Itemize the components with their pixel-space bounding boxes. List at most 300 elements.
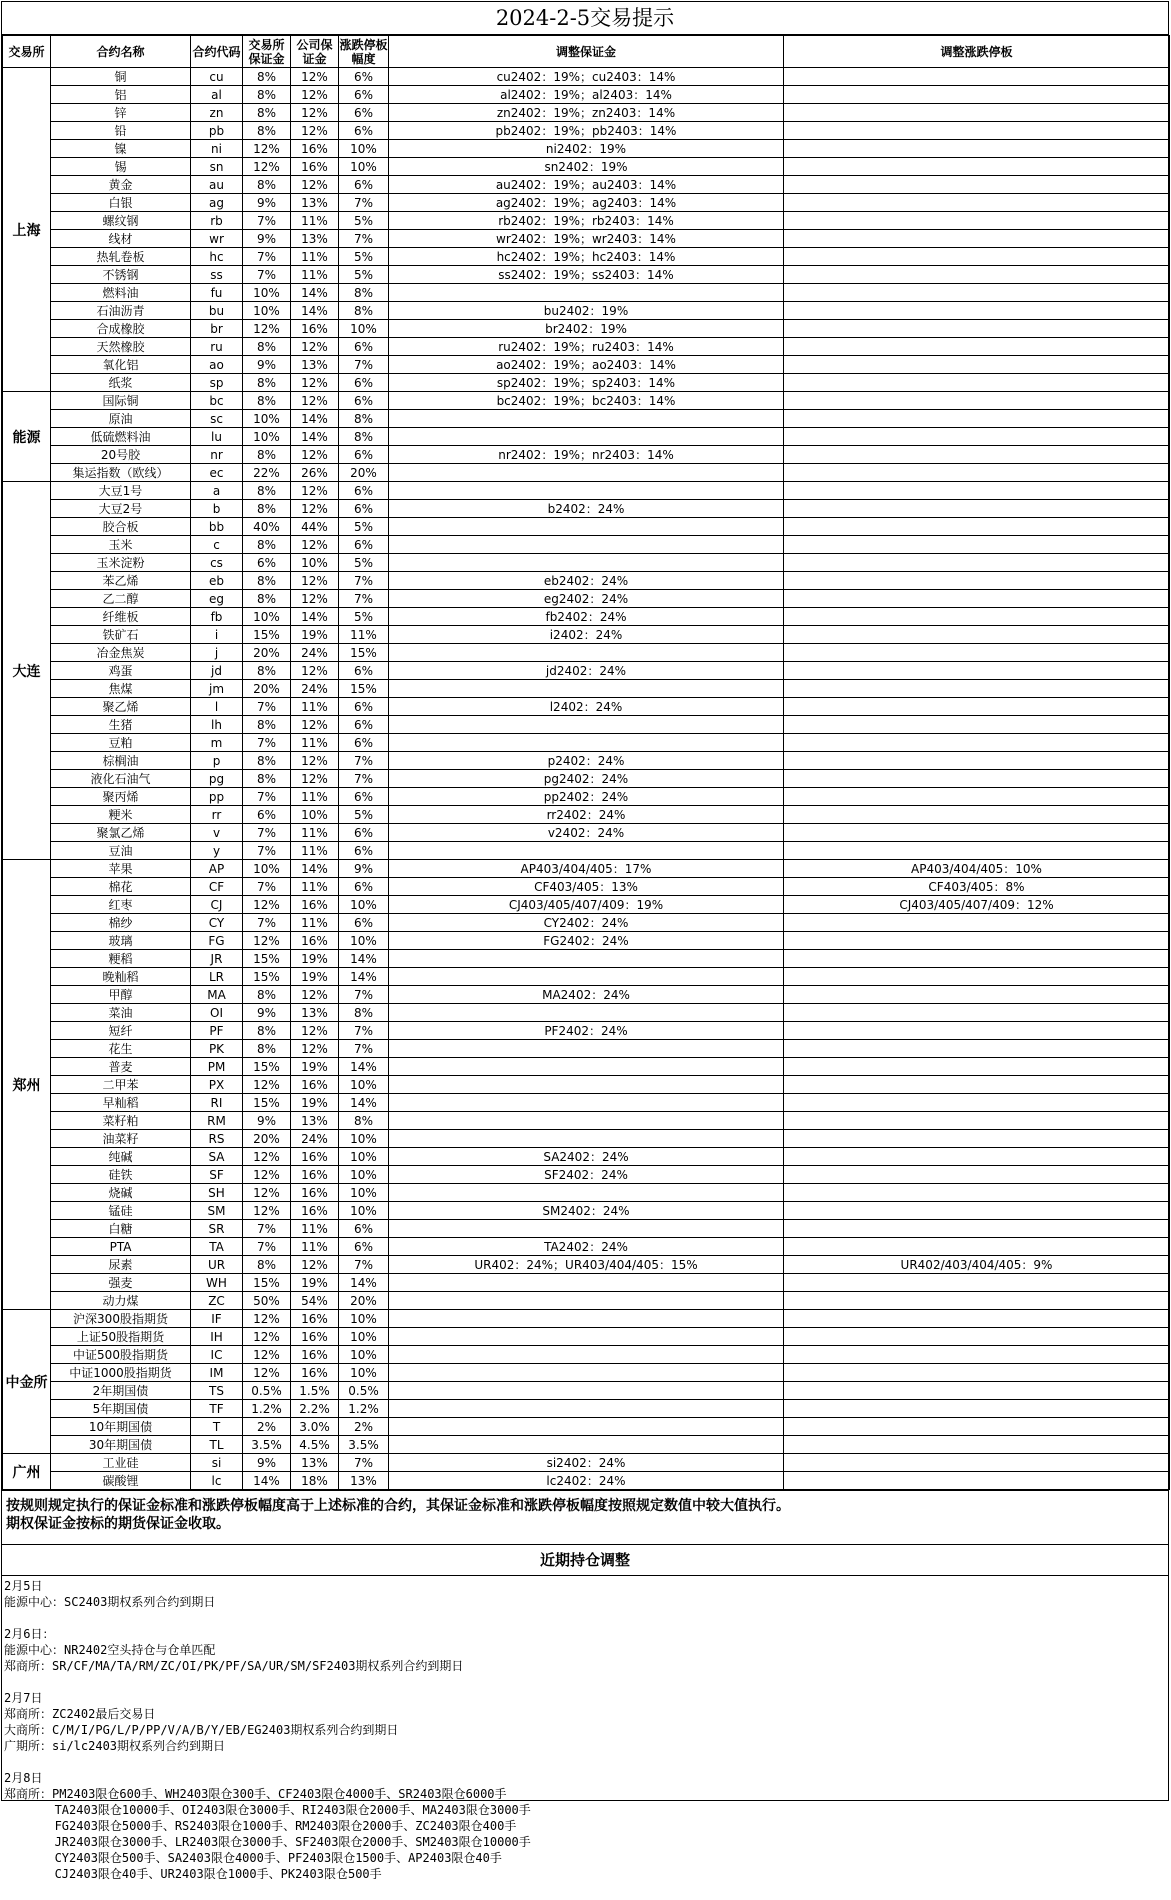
adjusted-limit-cell [784, 428, 1170, 446]
adjusted-margin-cell [389, 968, 784, 986]
table-row [3, 1436, 1170, 1454]
contract-code-cell: FG [191, 932, 243, 950]
adjusted-limit-cell [784, 1004, 1170, 1022]
contract-code-cell: rb [191, 212, 243, 230]
limit-cell: 6% [339, 734, 389, 752]
table-row [3, 680, 1170, 698]
limit-cell: 14% [339, 968, 389, 986]
company-margin-cell: 16% [291, 1148, 339, 1166]
adjusted-margin-cell: ao2402：19%；ao2403：14% [389, 356, 784, 374]
exchange-margin-cell: 12% [243, 1148, 291, 1166]
company-margin-cell: 12% [291, 1040, 339, 1058]
company-margin-cell: 11% [291, 914, 339, 932]
table-row [3, 1418, 1170, 1436]
table-row [3, 770, 1170, 788]
contract-code-cell: PK [191, 1040, 243, 1058]
exchange-margin-cell: 12% [243, 1166, 291, 1184]
contract-code-cell: ss [191, 266, 243, 284]
contract-name-cell: 豆油 [51, 842, 191, 860]
contract-name-cell: 原油 [51, 410, 191, 428]
exchange-margin-cell: 7% [243, 248, 291, 266]
adjusted-limit-cell [784, 788, 1170, 806]
exchange-margin-cell: 15% [243, 950, 291, 968]
table-row [3, 1328, 1170, 1346]
exchange-margin-cell: 10% [243, 860, 291, 878]
exchange-margin-cell: 8% [243, 590, 291, 608]
company-margin-cell: 13% [291, 1004, 339, 1022]
adjusted-limit-cell [784, 1418, 1170, 1436]
adjusted-limit-cell: CF403/405：8% [784, 878, 1170, 896]
company-margin-cell: 12% [291, 662, 339, 680]
contract-name-cell: 氧化铝 [51, 356, 191, 374]
table-row [3, 1472, 1170, 1490]
exchange-margin-cell: 8% [243, 572, 291, 590]
company-margin-cell: 13% [291, 1112, 339, 1130]
exchange-margin-cell: 15% [243, 626, 291, 644]
contract-name-cell: 聚氯乙烯 [51, 824, 191, 842]
contract-name-cell: 冶金焦炭 [51, 644, 191, 662]
contract-code-cell: TF [191, 1400, 243, 1418]
exchange-margin-cell: 22% [243, 464, 291, 482]
company-margin-cell: 19% [291, 626, 339, 644]
contract-code-cell: i [191, 626, 243, 644]
note-line: 按规则规定执行的保证金标准和涨跌停板幅度高于上述标准的合约，其保证金标准和涨跌停板幅度按照规定数值中较大值执行。 [6, 1498, 790, 1514]
adjusted-margin-cell: al2402：19%；al2403：14% [389, 86, 784, 104]
position-line: 郑商所：PM2403限仓600手、WH2403限仓300手、CF2403限仓4000手、SR2403限仓6000手 [4, 1787, 507, 1801]
limit-cell: 5% [339, 266, 389, 284]
adjusted-limit-cell [784, 1094, 1170, 1112]
contract-name-cell: 天然橡胶 [51, 338, 191, 356]
contract-code-cell: wr [191, 230, 243, 248]
adjusted-limit-cell [784, 1454, 1170, 1472]
adjusted-limit-cell [784, 446, 1170, 464]
limit-cell: 0.5% [339, 1382, 389, 1400]
contract-name-cell: PTA [51, 1238, 191, 1256]
table-row [3, 1310, 1170, 1328]
company-margin-cell: 12% [291, 86, 339, 104]
adjusted-margin-cell: sp2402：19%；sp2403：14% [389, 374, 784, 392]
table-row [3, 1004, 1170, 1022]
adjusted-margin-cell [389, 1112, 784, 1130]
exchange-margin-cell: 10% [243, 302, 291, 320]
adjusted-margin-cell: ag2402：19%；ag2403：14% [389, 194, 784, 212]
adjusted-limit-cell [784, 1058, 1170, 1076]
adjusted-limit-cell: UR402/403/404/405：9% [784, 1256, 1170, 1274]
exchange-margin-cell: 8% [243, 86, 291, 104]
table-row [3, 932, 1170, 950]
contract-code-cell: au [191, 176, 243, 194]
company-margin-cell: 12% [291, 338, 339, 356]
margin-table [2, 35, 1170, 1490]
adjusted-limit-cell [784, 1400, 1170, 1418]
adjusted-limit-cell [784, 302, 1170, 320]
adjusted-limit-cell [784, 1328, 1170, 1346]
adjusted-limit-cell [784, 734, 1170, 752]
contract-code-cell: CY [191, 914, 243, 932]
company-margin-cell: 11% [291, 266, 339, 284]
table-row [3, 824, 1170, 842]
limit-cell: 6% [339, 842, 389, 860]
table-row [3, 1040, 1170, 1058]
contract-code-cell: SR [191, 1220, 243, 1238]
company-margin-cell: 12% [291, 770, 339, 788]
company-margin-cell: 19% [291, 1274, 339, 1292]
adjusted-limit-cell [784, 410, 1170, 428]
limit-cell: 6% [339, 86, 389, 104]
adjusted-margin-cell: TA2402：24% [389, 1238, 784, 1256]
adjusted-limit-cell [784, 1310, 1170, 1328]
contract-code-cell: IH [191, 1328, 243, 1346]
contract-name-cell: 棉纱 [51, 914, 191, 932]
table-row [3, 968, 1170, 986]
limit-cell: 6% [339, 104, 389, 122]
contract-code-cell: ag [191, 194, 243, 212]
contract-name-cell: 豆粕 [51, 734, 191, 752]
adjusted-limit-cell [784, 176, 1170, 194]
position-block [4, 1690, 1166, 1754]
exchange-margin-cell: 8% [243, 536, 291, 554]
company-margin-cell: 12% [291, 572, 339, 590]
limit-cell: 6% [339, 824, 389, 842]
exchange-margin-cell: 9% [243, 1004, 291, 1022]
contract-name-cell: 燃料油 [51, 284, 191, 302]
table-row [3, 86, 1170, 104]
contract-code-cell: AP [191, 860, 243, 878]
company-margin-cell: 16% [291, 932, 339, 950]
contract-name-cell: 锡 [51, 158, 191, 176]
contract-code-cell: eb [191, 572, 243, 590]
contract-code-cell: WH [191, 1274, 243, 1292]
company-margin-cell: 13% [291, 356, 339, 374]
contract-name-cell: 尿素 [51, 1256, 191, 1274]
contract-name-cell: 粳稻 [51, 950, 191, 968]
table-row [3, 806, 1170, 824]
contract-name-cell: 石油沥青 [51, 302, 191, 320]
company-margin-cell: 16% [291, 1328, 339, 1346]
contract-name-cell: 锰硅 [51, 1202, 191, 1220]
limit-cell: 15% [339, 644, 389, 662]
exchange-margin-cell: 10% [243, 284, 291, 302]
contract-name-cell: 焦煤 [51, 680, 191, 698]
company-margin-cell: 12% [291, 752, 339, 770]
adjusted-margin-cell: nr2402：19%；nr2403：14% [389, 446, 784, 464]
header-adjusted-margin: 调整保证金 [389, 36, 784, 68]
adjusted-margin-cell: bc2402：19%；bc2403：14% [389, 392, 784, 410]
header-adjusted-limit: 调整涨跌停板 [784, 36, 1170, 68]
limit-cell: 7% [339, 1256, 389, 1274]
limit-cell: 6% [339, 1238, 389, 1256]
contract-code-cell: lc [191, 1472, 243, 1490]
company-margin-cell: 12% [291, 1022, 339, 1040]
contract-code-cell: pg [191, 770, 243, 788]
adjusted-limit-cell [784, 1148, 1170, 1166]
page-title: 2024-2-5交易提示 [2, 2, 1168, 35]
exchange-margin-cell: 15% [243, 1094, 291, 1112]
exchange-margin-cell: 8% [243, 770, 291, 788]
table-row [3, 1454, 1170, 1472]
contract-name-cell: 聚乙烯 [51, 698, 191, 716]
exchange-margin-cell: 9% [243, 1112, 291, 1130]
limit-cell: 6% [339, 716, 389, 734]
adjusted-limit-cell [784, 230, 1170, 248]
contract-name-cell: 2年期国债 [51, 1382, 191, 1400]
contract-name-cell: 聚丙烯 [51, 788, 191, 806]
adjusted-margin-cell: p2402：24% [389, 752, 784, 770]
adjusted-limit-cell [784, 968, 1170, 986]
company-margin-cell: 16% [291, 1346, 339, 1364]
adjusted-margin-cell [389, 1076, 784, 1094]
contract-code-cell: ec [191, 464, 243, 482]
adjusted-limit-cell [784, 536, 1170, 554]
position-block [4, 1770, 1166, 1882]
table-row [3, 68, 1170, 86]
adjusted-limit-cell [784, 590, 1170, 608]
adjusted-margin-cell [389, 1328, 784, 1346]
adjusted-limit-cell [784, 950, 1170, 968]
table-row [3, 716, 1170, 734]
adjusted-limit-cell [784, 1076, 1170, 1094]
contract-name-cell: 硅铁 [51, 1166, 191, 1184]
adjusted-margin-cell [389, 1040, 784, 1058]
contract-name-cell: 5年期国债 [51, 1400, 191, 1418]
exchange-cell: 中金所 [3, 1310, 51, 1454]
exchange-margin-cell: 8% [243, 104, 291, 122]
exchange-margin-cell: 8% [243, 122, 291, 140]
contract-code-cell: SF [191, 1166, 243, 1184]
adjusted-limit-cell [784, 932, 1170, 950]
adjusted-margin-cell [389, 1400, 784, 1418]
contract-code-cell: SM [191, 1202, 243, 1220]
adjusted-margin-cell: b2402：24% [389, 500, 784, 518]
exchange-margin-cell: 7% [243, 788, 291, 806]
company-margin-cell: 1.5% [291, 1382, 339, 1400]
contract-code-cell: a [191, 482, 243, 500]
company-margin-cell: 16% [291, 1364, 339, 1382]
limit-cell: 7% [339, 986, 389, 1004]
adjusted-margin-cell: si2402：24% [389, 1454, 784, 1472]
exchange-margin-cell: 12% [243, 320, 291, 338]
limit-cell: 10% [339, 1364, 389, 1382]
contract-code-cell: IF [191, 1310, 243, 1328]
limit-cell: 10% [339, 896, 389, 914]
adjusted-limit-cell [784, 824, 1170, 842]
exchange-cell: 能源 [3, 392, 51, 482]
table-row [3, 662, 1170, 680]
adjusted-margin-cell: SA2402：24% [389, 1148, 784, 1166]
position-block [4, 1626, 1166, 1674]
contract-code-cell: bb [191, 518, 243, 536]
contract-name-cell: 普麦 [51, 1058, 191, 1076]
table-row [3, 914, 1170, 932]
table-row [3, 212, 1170, 230]
table-row [3, 104, 1170, 122]
adjusted-limit-cell [784, 626, 1170, 644]
company-margin-cell: 11% [291, 878, 339, 896]
contract-name-cell: 20号胶 [51, 446, 191, 464]
exchange-margin-cell: 6% [243, 554, 291, 572]
contract-code-cell: CJ [191, 896, 243, 914]
contract-name-cell: 低硫燃料油 [51, 428, 191, 446]
table-row [3, 122, 1170, 140]
exchange-margin-cell: 8% [243, 716, 291, 734]
adjusted-margin-cell: v2402：24% [389, 824, 784, 842]
exchange-cell: 郑州 [3, 860, 51, 1310]
table-row [3, 194, 1170, 212]
adjusted-margin-cell: fb2402：24% [389, 608, 784, 626]
adjusted-margin-cell: FG2402：24% [389, 932, 784, 950]
limit-cell: 7% [339, 1022, 389, 1040]
adjusted-margin-cell [389, 1292, 784, 1310]
position-line: 郑商所：SR/CF/MA/TA/RM/ZC/OI/PK/PF/SA/UR/SM/SF2403期权系列合约到期日 [4, 1659, 464, 1673]
exchange-margin-cell: 9% [243, 194, 291, 212]
contract-name-cell: 合成橡胶 [51, 320, 191, 338]
limit-cell: 6% [339, 392, 389, 410]
position-line: FG2403限仓5000手、RS2403限仓1000手、RM2403限仓2000手、ZC2403限仓400手 [4, 1819, 517, 1833]
adjusted-limit-cell [784, 1364, 1170, 1382]
positions-title: 近期持仓调整 [2, 1544, 1168, 1576]
adjusted-limit-cell [784, 1040, 1170, 1058]
limit-cell: 14% [339, 1094, 389, 1112]
limit-cell: 8% [339, 302, 389, 320]
contract-name-cell: 烧碱 [51, 1184, 191, 1202]
adjusted-margin-cell [389, 1346, 784, 1364]
table-row [3, 1112, 1170, 1130]
note-line: 期权保证金按标的期货保证金收取。 [6, 1516, 230, 1532]
contract-name-cell: 玻璃 [51, 932, 191, 950]
adjusted-margin-cell: i2402：24% [389, 626, 784, 644]
contract-code-cell: pp [191, 788, 243, 806]
limit-cell: 11% [339, 626, 389, 644]
adjusted-margin-cell [389, 842, 784, 860]
contract-name-cell: 白银 [51, 194, 191, 212]
adjusted-margin-cell: bu2402：19% [389, 302, 784, 320]
contract-name-cell: 铁矿石 [51, 626, 191, 644]
contract-name-cell: 锌 [51, 104, 191, 122]
limit-cell: 10% [339, 1328, 389, 1346]
exchange-margin-cell: 8% [243, 752, 291, 770]
table-row [3, 230, 1170, 248]
limit-cell: 10% [339, 320, 389, 338]
limit-cell: 10% [339, 158, 389, 176]
contract-code-cell: lh [191, 716, 243, 734]
table-row [3, 1022, 1170, 1040]
limit-cell: 5% [339, 806, 389, 824]
exchange-margin-cell: 8% [243, 986, 291, 1004]
limit-cell: 10% [339, 140, 389, 158]
adjusted-margin-cell: PF2402：24% [389, 1022, 784, 1040]
contract-code-cell: ao [191, 356, 243, 374]
exchange-margin-cell: 10% [243, 428, 291, 446]
exchange-margin-cell: 3.5% [243, 1436, 291, 1454]
company-margin-cell: 44% [291, 518, 339, 536]
table-row [3, 590, 1170, 608]
table-row [3, 1220, 1170, 1238]
exchange-margin-cell: 8% [243, 338, 291, 356]
contract-name-cell: 动力煤 [51, 1292, 191, 1310]
position-date: 2月8日 [4, 1771, 43, 1785]
company-margin-cell: 24% [291, 680, 339, 698]
company-margin-cell: 16% [291, 1202, 339, 1220]
adjusted-limit-cell [784, 374, 1170, 392]
limit-cell: 10% [339, 932, 389, 950]
contract-code-cell: cu [191, 68, 243, 86]
company-margin-cell: 14% [291, 284, 339, 302]
table-row [3, 482, 1170, 500]
contract-code-cell: RI [191, 1094, 243, 1112]
table-row [3, 464, 1170, 482]
limit-cell: 10% [339, 1166, 389, 1184]
contract-name-cell: 不锈钢 [51, 266, 191, 284]
position-line: 能源中心：NR2402空头持仓与仓单匹配 [4, 1643, 216, 1657]
adjusted-limit-cell [784, 842, 1170, 860]
exchange-margin-cell: 20% [243, 1130, 291, 1148]
table-row [3, 1382, 1170, 1400]
adjusted-limit-cell [784, 356, 1170, 374]
contract-name-cell: 棉花 [51, 878, 191, 896]
contract-code-cell: hc [191, 248, 243, 266]
company-margin-cell: 3.0% [291, 1418, 339, 1436]
adjusted-margin-cell [389, 1364, 784, 1382]
adjusted-limit-cell [784, 1274, 1170, 1292]
position-line: 能源中心：SC2403期权系列合约到期日 [4, 1595, 216, 1609]
contract-name-cell: 早籼稻 [51, 1094, 191, 1112]
company-margin-cell: 16% [291, 158, 339, 176]
table-row [3, 842, 1170, 860]
company-margin-cell: 14% [291, 860, 339, 878]
limit-cell: 5% [339, 608, 389, 626]
contract-code-cell: sp [191, 374, 243, 392]
company-margin-cell: 12% [291, 374, 339, 392]
table-row [3, 1076, 1170, 1094]
adjusted-margin-cell [389, 518, 784, 536]
adjusted-limit-cell [784, 392, 1170, 410]
contract-name-cell: 碳酸锂 [51, 1472, 191, 1490]
contract-code-cell: lu [191, 428, 243, 446]
exchange-margin-cell: 10% [243, 608, 291, 626]
company-margin-cell: 12% [291, 590, 339, 608]
adjusted-margin-cell: l2402：24% [389, 698, 784, 716]
contract-name-cell: 30年期国债 [51, 1436, 191, 1454]
adjusted-limit-cell [784, 482, 1170, 500]
table-row [3, 1346, 1170, 1364]
company-margin-cell: 19% [291, 1058, 339, 1076]
contract-code-cell: sc [191, 410, 243, 428]
company-margin-cell: 19% [291, 968, 339, 986]
adjusted-limit-cell [784, 1382, 1170, 1400]
contract-code-cell: sn [191, 158, 243, 176]
exchange-cell: 广州 [3, 1454, 51, 1490]
contract-code-cell: cs [191, 554, 243, 572]
company-margin-cell: 24% [291, 644, 339, 662]
contract-name-cell: 鸡蛋 [51, 662, 191, 680]
adjusted-margin-cell: br2402：19% [389, 320, 784, 338]
adjusted-margin-cell: pg2402：24% [389, 770, 784, 788]
company-margin-cell: 11% [291, 698, 339, 716]
adjusted-limit-cell [784, 338, 1170, 356]
table-row [3, 320, 1170, 338]
adjusted-margin-cell: au2402：19%；au2403：14% [389, 176, 784, 194]
adjusted-margin-cell [389, 428, 784, 446]
contract-name-cell: 铝 [51, 86, 191, 104]
table-row [3, 1148, 1170, 1166]
contract-name-cell: 二甲苯 [51, 1076, 191, 1094]
adjusted-limit-cell [784, 554, 1170, 572]
table-row [3, 626, 1170, 644]
company-margin-cell: 11% [291, 824, 339, 842]
table-row [3, 176, 1170, 194]
exchange-margin-cell: 20% [243, 644, 291, 662]
exchange-margin-cell: 8% [243, 68, 291, 86]
